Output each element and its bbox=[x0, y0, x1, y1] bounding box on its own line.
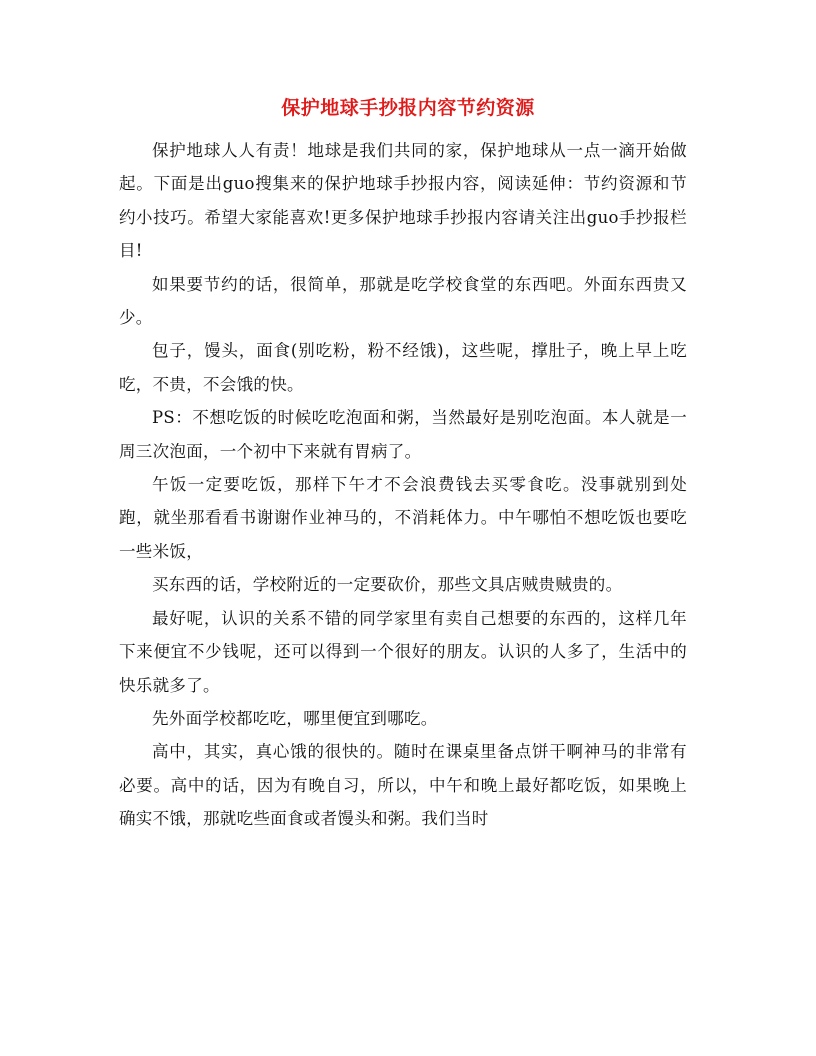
paragraph-staple-food: 包子，馒头，面食(别吃粉，粉不经饿)，这些呢，撑肚子，晚上早上吃吃，不贵，不会饿的快。 bbox=[119, 341, 687, 394]
document-body bbox=[119, 134, 687, 836]
paragraph-friends: 最好呢，认识的关系不错的同学家里有卖自己想要的东西的，这样几年下来便宜不少钱呢，还可以得到一个很好的朋友。认识的人多了，生活中的快乐就多了。 bbox=[119, 608, 687, 695]
paragraph-eat-cheap: 先外面学校都吃吃，哪里便宜到哪吃。 bbox=[152, 708, 438, 728]
paragraph-ps-note: PS：不想吃饭的时候吃吃泡面和粥，当然最好是别吃泡面。本人就是一周三次泡面，一个初中下来就有胃病了。 bbox=[119, 408, 687, 461]
paragraph-canteen: 如果要节约的话，很简单，那就是吃学校食堂的东西吧。外面东西贵又少。 bbox=[119, 274, 687, 328]
paragraph-high-school: 高中，其实，真心饿的很快的。随时在课桌里备点饼干啊神马的非常有必要。高中的话，因为有晚自习，所以，中午和晚上最好都吃饭，如果晚上确实不饿，那就吃些面食或者馒头和粥。我们当时 bbox=[119, 742, 687, 829]
paragraph-intro: 保护地球人人有责！地球是我们共同的家，保护地球从一点一滴开始做起。下面是出guo搜集来的保护地球手抄报内容，阅读延伸：节约资源和节约小技巧。希望大家能喜欢!更多保护地球手抄报内容请关注出guo手抄报栏目! bbox=[119, 141, 687, 261]
document-title: 保护地球手抄报内容节约资源 bbox=[281, 97, 535, 119]
paragraph-bargain: 买东西的话，学校附近的一定要砍价，那些文具店贼贵贼贵的。 bbox=[152, 575, 623, 595]
paragraph-lunch: 午饭一定要吃饭，那样下午才不会浪费钱去买零食吃。没事就别到处跑，就坐那看看书谢谢作业神马的，不消耗体力。中午哪怕不想吃饭也要吃一些米饭， bbox=[119, 475, 687, 561]
